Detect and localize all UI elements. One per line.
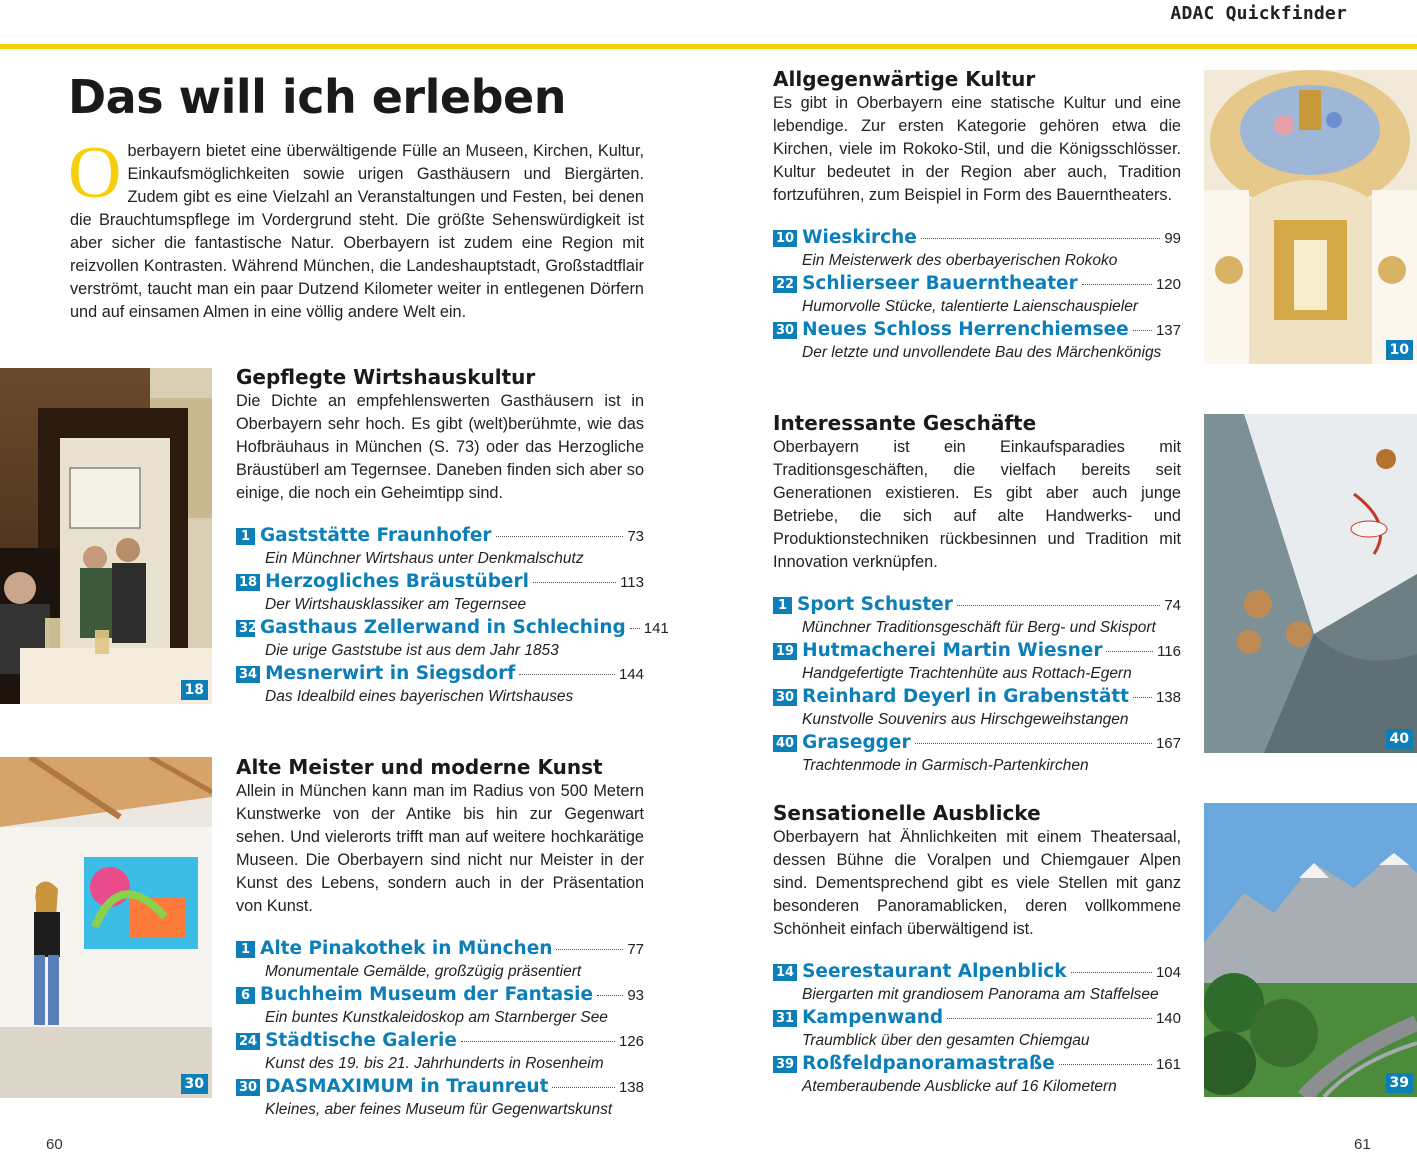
section-kultur: [773, 66, 1181, 365]
leader-dots: [1133, 330, 1152, 331]
intro-paragraph: [68, 132, 644, 324]
photo-berge: [1204, 803, 1417, 1097]
photo-badge: 30: [181, 1074, 208, 1094]
page-number-left: 60: [46, 1136, 63, 1153]
header-rule: [0, 44, 1417, 49]
leader-dots: [947, 1018, 1152, 1019]
entry-subtitle: Ein Meisterwerk des oberbayerischen Rokoko: [802, 252, 1118, 269]
leader-dots: [1071, 972, 1152, 973]
leader-dots: [496, 536, 624, 537]
entry-subtitle: Der letzte und unvollendete Bau des Märchenkönigs: [802, 344, 1162, 361]
section-description: Oberbayern hat Ähnlichkeiten mit einem Theatersaal, dessen Bühne die Voralpen und Chiemgauer Alpen sind. Dementsprechend gibt es viele Stellen mit ganz besonderen Panoramablicken, deren vollkommene Schönheit einfach überwältigend ist.: [773, 828, 1181, 938]
section-description: Oberbayern ist ein Einkaufsparadies mit Traditionsgeschäften, die vielfach bereits seit Generationen existieren. Es gibt aber auch junge Betriebe, die sich auf alte Handwerks- und Produktionstechniken rückbesinnen und Tradition mit Innovation verknüpfen.: [773, 438, 1181, 571]
entry-subtitle: Kleines, aber feines Museum für Gegenwartskunst: [265, 1101, 613, 1118]
entry-title[interactable]: Hutmacherei Martin Wiesner: [802, 640, 1103, 661]
entry-page: 93: [627, 987, 644, 1004]
leader-dots: [461, 1041, 615, 1042]
entry-subtitle: Kunst des 19. bis 21. Jahrhunderts in Rosenheim: [265, 1055, 604, 1072]
entry-title[interactable]: Neues Schloss Herrenchiemsee: [802, 319, 1129, 340]
entry-page: 141: [643, 620, 669, 637]
entry-page: 104: [1155, 964, 1181, 981]
wirtshaus-illustration: [0, 368, 212, 704]
entry-number-badge: 39: [773, 1056, 797, 1073]
entry-subtitle: Ein Münchner Wirtshaus unter Denkmalschutz: [265, 550, 584, 567]
entry-gasthaus-zellerwand[interactable]: [236, 617, 669, 663]
entry-number-badge: 19: [773, 643, 797, 660]
entry-title[interactable]: Reinhard Deyerl in Grabenstätt: [802, 686, 1130, 707]
entry-number-badge: 1: [773, 597, 792, 614]
entry-page: 161: [1155, 1056, 1181, 1073]
entry-title[interactable]: Wieskirche: [802, 227, 917, 248]
entry-alte-pinakothek[interactable]: [236, 938, 644, 984]
church-illustration: [1204, 70, 1417, 364]
entry-list: [773, 594, 1181, 778]
leader-dots: [1133, 697, 1152, 698]
leader-dots: [597, 995, 623, 996]
leader-dots: [533, 582, 616, 583]
entry-subtitle: Monumentale Gemälde, großzügig präsentiert: [265, 963, 582, 980]
entry-number-badge: 1: [236, 941, 255, 958]
running-header: ADAC Quickfinder: [1170, 3, 1347, 24]
entry-page: 120: [1155, 276, 1181, 293]
entry-grasegger[interactable]: [773, 732, 1181, 778]
section-ausblicke: [773, 800, 1181, 1099]
entry-title[interactable]: Kampenwand: [802, 1007, 944, 1028]
entry-herzogliches-braeustueberl[interactable]: [236, 571, 644, 617]
photo-kunst: [0, 757, 212, 1098]
entry-number-badge: 32: [236, 620, 255, 637]
entry-page: 140: [1155, 1010, 1181, 1027]
entry-title[interactable]: Mesnerwirt in Siegsdorf: [265, 663, 516, 684]
photo-badge: 18: [181, 680, 208, 700]
entry-buchheim-museum[interactable]: [236, 984, 644, 1030]
section-geschaefte: [773, 410, 1181, 778]
entry-staedtische-galerie[interactable]: [236, 1030, 644, 1076]
entry-list: [773, 227, 1181, 365]
entry-title[interactable]: Alte Pinakothek in München: [260, 938, 553, 959]
entry-number-badge: 30: [773, 322, 797, 339]
entry-page: 167: [1155, 735, 1181, 752]
leader-dots: [1059, 1064, 1152, 1065]
entry-number-badge: 14: [773, 964, 797, 981]
entry-title[interactable]: DASMAXIMUM in Traunreut: [265, 1076, 549, 1097]
photo-wieskirche: [1204, 70, 1417, 364]
entry-page: 73: [627, 528, 644, 545]
section-wirtshauskultur: [236, 364, 669, 709]
entry-subtitle: Der Wirtshausklassiker am Tegernsee: [265, 596, 527, 613]
entry-title[interactable]: Gaststätte Fraunhofer: [260, 525, 492, 546]
page-title: Das will ich erleben: [68, 70, 566, 124]
leader-dots: [1082, 284, 1152, 285]
entry-number-badge: 10: [773, 230, 797, 247]
photo-badge: 10: [1386, 340, 1413, 360]
entry-subtitle: Humorvolle Stücke, talentierte Laienschauspieler: [802, 298, 1139, 315]
photo-wirtshaus: [0, 368, 212, 704]
entry-dasmaximum[interactable]: [236, 1076, 644, 1122]
entry-hutmacherei-wiesner[interactable]: [773, 640, 1181, 686]
entry-title[interactable]: Herzogliches Bräustüberl: [265, 571, 529, 592]
intro-text: berbayern bietet eine überwältigende Fülle an Museen, Kirchen, Kultur, Einkaufsmöglichkeiten sowie urigen Gasthäusern und Biergärten. Zudem gibt es eine Vielzahl an Veranstaltungen und Festen, bei denen die Brauchtumspflege im Vordergrund steht. Die größte Sehenswürdigkeit ist aber sicher die fantastische Natur. Oberbayern ist zudem eine Region mit reizvollen Kontrasten. Während München, die Landeshauptstadt, Großstadtflair verströmt, taucht man ein paar Dutzend Kilometer weiter in entlegenen Dörfern und auf einsamen Almen in eine völlig andere Welt ein.: [70, 142, 644, 321]
entry-subtitle: Ein buntes Kunstkaleidoskop am Starnberger See: [265, 1009, 608, 1026]
entry-title[interactable]: Städtische Galerie: [265, 1030, 457, 1051]
tracht-illustration: [1204, 414, 1417, 753]
photo-badge: 39: [1386, 1073, 1413, 1093]
entry-number-badge: 1: [236, 528, 255, 545]
leader-dots: [556, 949, 623, 950]
section-description: Die Dichte an empfehlenswerten Gasthäusern ist in Oberbayern sehr hoch. Es gibt (welt)berühmte, wie das Hofbräuhaus in München (S. 73) oder das Herzogliche Bräustüberl am Tegernsee. Daneben finden sich aber so einige, die noch ein Geheimtipp sind.: [236, 392, 644, 502]
entry-title[interactable]: Sport Schuster: [797, 594, 953, 615]
section-title: Sensationelle Ausblicke: [773, 801, 1041, 825]
entry-title[interactable]: Buchheim Museum der Fantasie: [260, 984, 593, 1005]
entry-page: 137: [1155, 322, 1181, 339]
entry-number-badge: 30: [773, 689, 797, 706]
section-title: Interessante Geschäfte: [773, 411, 1037, 435]
leader-dots: [552, 1087, 615, 1088]
entry-page: 126: [618, 1033, 644, 1050]
entry-schlierseer-bauerntheater[interactable]: [773, 273, 1181, 319]
page-number-right: 61: [1354, 1136, 1371, 1153]
entry-page: 116: [1157, 643, 1181, 660]
entry-list: [236, 525, 669, 709]
entry-page: 74: [1164, 597, 1181, 614]
leader-dots: [921, 238, 1160, 239]
entry-number-badge: 18: [236, 574, 260, 591]
entry-sport-schuster[interactable]: [773, 594, 1181, 640]
entry-subtitle: Traumblick über den gesamten Chiemgau: [802, 1032, 1090, 1049]
entry-page: 138: [618, 1079, 644, 1096]
entry-subtitle: Atemberaubende Ausblicke auf 16 Kilometern: [802, 1078, 1117, 1095]
entry-subtitle: Trachtenmode in Garmisch-Partenkirchen: [802, 757, 1089, 774]
leader-dots: [915, 743, 1152, 744]
leader-dots: [957, 605, 1160, 606]
entry-list: [773, 961, 1181, 1099]
entry-title[interactable]: Seerestaurant Alpenblick: [802, 961, 1067, 982]
entry-gaststaette-fraunhofer[interactable]: [236, 525, 644, 571]
entry-title[interactable]: Roßfeldpanoramastraße: [802, 1053, 1055, 1074]
entry-title[interactable]: Grasegger: [802, 732, 911, 753]
section-kunst: [236, 754, 644, 1122]
entry-subtitle: Kunstvolle Souvenirs aus Hirschgeweihstangen: [802, 711, 1129, 728]
section-title: Alte Meister und moderne Kunst: [236, 755, 603, 779]
photo-badge: 40: [1386, 729, 1413, 749]
entry-title[interactable]: Gasthaus Zellerwand in Schleching: [260, 617, 626, 638]
entry-subtitle: Das Idealbild eines bayerischen Wirtshauses: [265, 688, 574, 705]
museum-illustration: [0, 757, 212, 1098]
entry-title[interactable]: Schlierseer Bauerntheater: [802, 273, 1078, 294]
section-title: Gepflegte Wirtshauskultur: [236, 365, 536, 389]
entry-subtitle: Die urige Gaststube ist aus dem Jahr 1853: [265, 642, 559, 659]
entry-subtitle: Münchner Traditionsgeschäft für Berg- und Skisport: [802, 619, 1156, 636]
entry-kampenwand[interactable]: [773, 1007, 1181, 1053]
entry-list: [236, 938, 644, 1122]
entry-number-badge: 34: [236, 666, 260, 683]
leader-dots: [1106, 651, 1153, 652]
entry-number-badge: 40: [773, 735, 797, 752]
entry-number-badge: 30: [236, 1079, 260, 1096]
leader-dots: [630, 628, 640, 629]
entry-page: 144: [618, 666, 644, 683]
leader-dots: [519, 674, 615, 675]
entry-subtitle: Biergarten mit grandiosem Panorama am Staffelsee: [802, 986, 1159, 1003]
mountain-illustration: [1204, 803, 1417, 1097]
entry-subtitle: Handgefertigte Trachtenhüte aus Rottach-Egern: [802, 665, 1132, 682]
entry-rossfeldpanoramastrasse[interactable]: [773, 1053, 1181, 1099]
entry-reinhard-deyerl[interactable]: [773, 686, 1181, 732]
drop-cap: O: [68, 132, 122, 214]
section-description: Allein in München kann man im Radius von 500 Metern Kunstwerke von der Antike bis hin zur Gegenwart sehen. Und vielerorts trifft man auf weitere hochkarätige Museen. Die Oberbayern sind nicht nur Meister in der Kunst des Lebens, sondern auch in der Präsentation von Kunst.: [236, 782, 644, 915]
entry-number-badge: 24: [236, 1033, 260, 1050]
section-title: Allgegenwärtige Kultur: [773, 67, 1036, 91]
entry-page: 99: [1164, 230, 1181, 247]
entry-mesnerwirt[interactable]: [236, 663, 644, 709]
entry-wieskirche[interactable]: [773, 227, 1181, 273]
entry-page: 138: [1155, 689, 1181, 706]
entry-number-badge: 22: [773, 276, 797, 293]
photo-trachten: [1204, 414, 1417, 753]
entry-page: 113: [620, 574, 644, 591]
entry-seerestaurant-alpenblick[interactable]: [773, 961, 1181, 1007]
section-description: Es gibt in Oberbayern eine statische Kultur und eine lebendige. Zur ersten Kategorie gehören etwa die Kirchen, viele im Rokoko-Stil, und die Königsschlösser. Kultur bedeutet in der Region aber auch, Tradition fortzuführen, zum Beispiel in Form des Bauerntheaters.: [773, 94, 1181, 204]
entry-number-badge: 31: [773, 1010, 797, 1027]
entry-number-badge: 6: [236, 987, 255, 1004]
entry-page: 77: [627, 941, 644, 958]
entry-herrenchiemsee[interactable]: [773, 319, 1181, 365]
